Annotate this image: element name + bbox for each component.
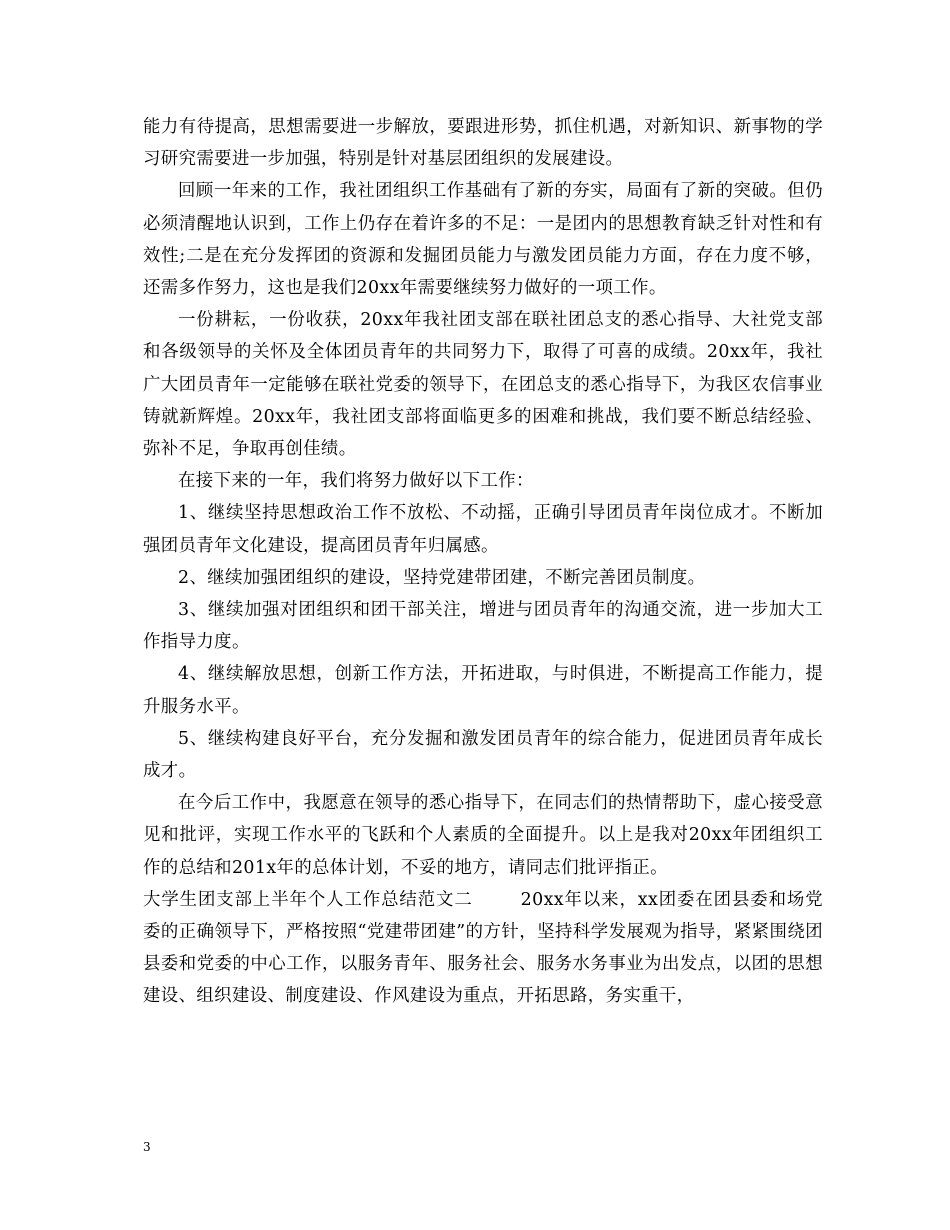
paragraph-1: 能力有待提高，思想需要进一步解放，要跟进形势，抓住机遇，对新知识、新事物的学习研究需要进一步加强，特别是针对基层团组织的发展建设。: [143, 117, 823, 170]
section-heading: 大学生团支部上半年个人工作总结范文二: [143, 889, 473, 910]
section-body: 20xx年以来，xx团委在团县委和场党委的正确领导下，严格按照“党建带团建”的方针，坚持科学发展观为指导，紧紧围绕团县委和党委的中心工作，以服务青年、服务社会、服务水务事业为出发点，以团的思想建设、组织建设、制度建设、作风建设为重点，开拓思路，务实重干，: [143, 889, 823, 1007]
list-item-1: 1、继续坚持思想政治工作不放松、不动摇，正确引导团员青年岗位成才。不断加强团员青年文化建设，提高团员青年归属感。: [143, 503, 823, 556]
list-item-4: 4、继续解放思想，创新工作方法，开拓进取，与时俱进，不断提高工作能力，提升服务水平。: [143, 664, 823, 717]
page-number: 3: [143, 1140, 151, 1154]
list-item-5: 5、继续构建良好平台，充分发掘和激发团员青年的综合能力，促进团员青年成长成才。: [143, 728, 823, 782]
document-body: [143, 111, 823, 1013]
list-item-3: 3、继续加强对团组织和团干部关注，增进与团员青年的沟通交流，进一步加大工作指导力度。: [143, 600, 823, 653]
paragraph-closing: 在今后工作中，我愿意在领导的悉心指导下，在同志们的热情帮助下，虚心接受意见和批评，实现工作水平的飞跃和个人素质的全面提升。以上是我对20xx年团组织工作的总结和201x年的总体计划，不妥的地方，请同志们批评指正。: [143, 793, 823, 878]
section-paragraph: [143, 884, 823, 1013]
paragraph-2: 回顾一年来的工作，我社团组织工作基础有了新的夯实，局面有了新的突破。但仍必须清醒地认识到，工作上仍存在着许多的不足：一是团内的思想教育缺乏针对性和有效性;二是在充分发挥团的资源和发掘团员能力与激发团员能力方面，存在力度不够，还需多作努力，这也是我们20xx年需要继续努力做好的一项工作。: [143, 181, 823, 299]
paragraph-3: 一份耕耘，一份收获，20xx年我社团支部在联社团总支的悉心指导、大社党支部和各级领导的关怀及全体团员青年的共同努力下，取得了可喜的成绩。20xx年，我社广大团员青年一定能够在联社党委的领导下，在团总支的悉心指导下，为我区农信事业铸就新辉煌。20xx年，我社团支部将面临更多的困难和挑战，我们要不断总结经验、弥补不足，争取再创佳绩。: [143, 310, 823, 460]
paragraph-4: 在接下来的一年，我们将努力做好以下工作：: [178, 471, 534, 492]
list-item-2: 2、继续加强团组织的建设，坚持党建带团建，不断完善团员制度。: [178, 567, 706, 588]
